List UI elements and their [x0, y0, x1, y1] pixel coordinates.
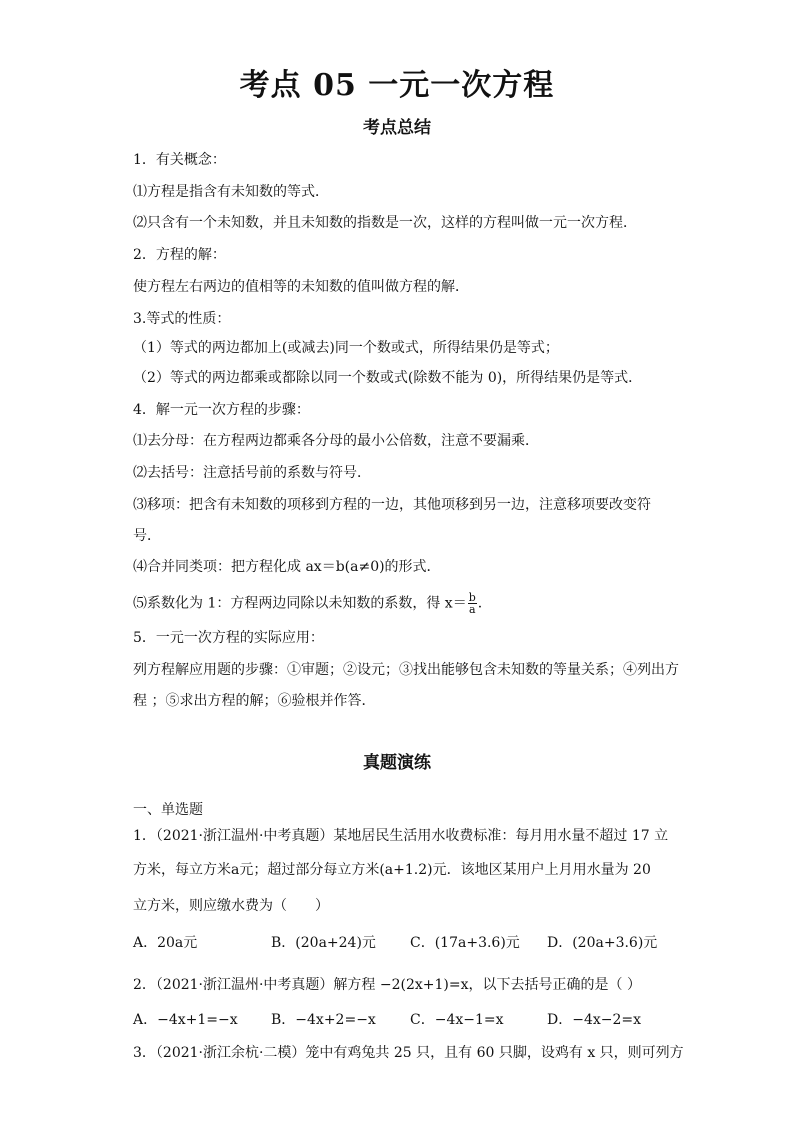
question-1-line: 1．（2021·浙江温州·中考真题）某地居民生活用水收费标准：每月用水量不超过 17 立	[133, 828, 669, 844]
question-2-line: 2．（2021·浙江温州·中考真题）解方程 −2(2x+1)=x，以下去括号正确的是（ ）	[133, 977, 641, 993]
summary-line: 1．有关概念：	[133, 152, 226, 168]
summary-line: ⑶移项：把含有未知数的项移到方程的一边，其他项移到另一边，注意移项要改变符	[133, 497, 651, 513]
question-2-option-b: B．−4x+2=−x	[271, 1012, 376, 1028]
fraction-b-over-a	[468, 592, 477, 615]
practice-heading: 真题演练	[363, 753, 431, 773]
fraction-denominator: a	[468, 603, 476, 616]
summary-line: ⑵只含有一个未知数，并且未知数的指数是一次，这样的方程叫做一元一次方程．	[133, 215, 637, 231]
summary-line: ⑷合并同类项：把方程化成 ax＝b(a≠0)的形式．	[133, 559, 441, 575]
summary-heading: 考点总结	[363, 118, 431, 138]
question-2-option-d: D．−4x−2=x	[547, 1012, 642, 1028]
summary-line: ⑴方程是指含有未知数的等式．	[133, 184, 329, 200]
summary-line: （1）等式的两边都加上(或减去)同一个数或式，所得结果仍是等式；	[133, 340, 559, 356]
summary-line: 5．一元一次方程的实际应用：	[133, 630, 324, 646]
question-1-option-c: C．(17a+3.6)元	[410, 935, 520, 951]
summary-step5	[133, 592, 673, 615]
summary-line: 4．解一元一次方程的步骤：	[133, 402, 310, 418]
question-1-line: 方米，每立方米a元；超过部分每立方米(a+1.2)元．该地区某用户上月用水量为 20	[133, 862, 651, 878]
summary-line: 程 ；⑤求出方程的解；⑥验根并作答．	[133, 693, 376, 709]
summary-line: 使方程左右两边的值相等的未知数的值叫做方程的解．	[133, 279, 469, 295]
step5-suffix: .	[477, 595, 483, 612]
question-2-option-c: C．−4x−1=x	[410, 1012, 504, 1028]
summary-line: 3.等式的性质：	[133, 311, 231, 327]
question-1-line: 立方米，则应缴水费为（ ）	[133, 898, 329, 914]
question-3-line: 3．（2021·浙江余杭·二模）笼中有鸡兔共 25 只，且有 60 只脚，设鸡有 x 只，则可列方	[133, 1045, 684, 1061]
fraction-numerator: b	[468, 591, 476, 604]
question-1-option-a: A．20a元	[133, 935, 198, 951]
summary-line: （2）等式的两边都乘或都除以同一个数或式(除数不能为 0)，所得结果仍是等式．	[133, 370, 643, 386]
question-1-option-d: D．(20a+3.6)元	[547, 935, 658, 951]
summary-line: ⑵去括号：注意括号前的系数与符号．	[133, 465, 371, 481]
question-2-option-a: A．−4x+1=−x	[133, 1012, 238, 1028]
question-1-option-b: B．(20a+24)元	[271, 935, 376, 951]
page-title: 考点 05 一元一次方程	[239, 68, 555, 103]
section-label: 一、单选题	[133, 802, 203, 818]
step5-text: ⑸系数化为 1：方程两边同除以未知数的系数，得 x＝	[133, 595, 467, 612]
summary-line: 2．方程的解：	[133, 247, 226, 263]
summary-line: 号．	[133, 528, 161, 544]
summary-line: 列方程解应用题的步骤：①审题；②设元；③找出能够包含未知数的等量关系；④列出方	[133, 662, 679, 678]
summary-line: ⑴去分母：在方程两边都乘各分母的最小公倍数，注意不要漏乘．	[133, 433, 539, 449]
